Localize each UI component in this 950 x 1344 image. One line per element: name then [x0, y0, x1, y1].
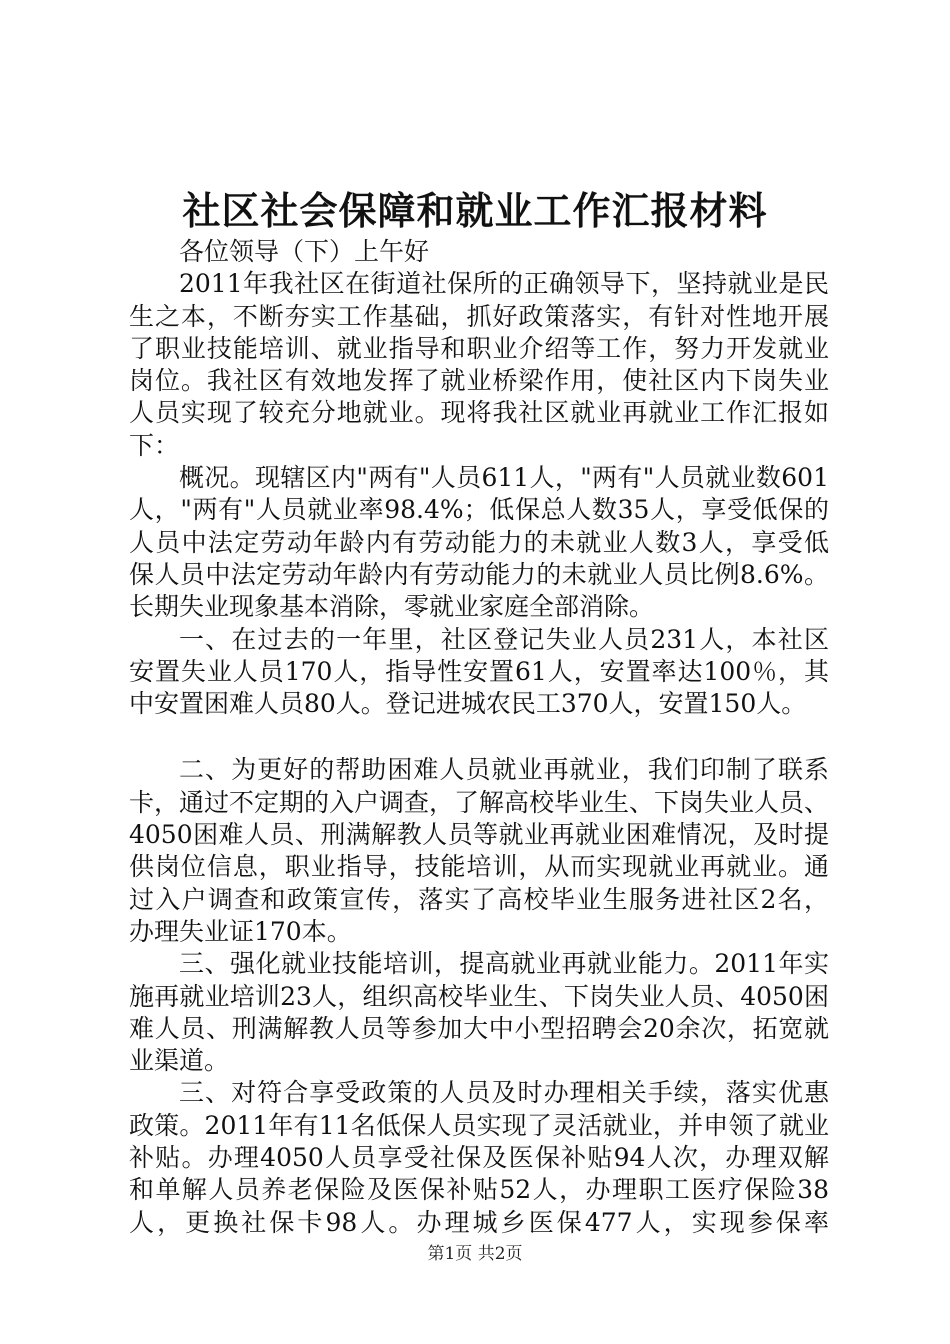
paragraph-line: 中安置困难人员80人。登记进城农民工370人，安置150人。 — [129, 689, 807, 719]
paragraph-line: 人，更换社保卡98人。办理城乡医保477人，实现参保率 — [129, 1207, 829, 1237]
paragraph-line: 过入户调查和政策宣传，落实了高校毕业生服务进社区2名， — [129, 884, 829, 914]
paragraph-line: 和单解人员养老保险及医保补贴52人，办理职工医疗保险38 — [129, 1175, 829, 1205]
paragraph-line: 了职业技能培训、就业指导和职业介绍等工作，努力开发就业 — [129, 333, 829, 363]
paragraph-line: 二、为更好的帮助困难人员就业再就业，我们印制了联系 — [179, 755, 829, 785]
paragraph-line: 人员中法定劳动年龄内有劳动能力的未就业人数3人，享受低 — [129, 527, 829, 557]
paragraph-line: 卡，通过不定期的入户调查，了解高校毕业生、下岗失业人员、 — [129, 787, 829, 817]
greeting-line: 各位领导（下）上午好 — [179, 237, 430, 266]
blank-line — [129, 720, 829, 754]
paragraph-line: 人，"两有"人员就业率98.4%；低保总人数35人，享受低保的 — [129, 495, 829, 525]
paragraph-line: 概况。现辖区内"两有"人员611人，"两有"人员就业数601 — [179, 463, 829, 493]
paragraph-line: 施再就业培训23人，组织高校毕业生、下岗失业人员、4050困 — [129, 981, 829, 1011]
paragraph-line: 政策。2011年有11名低保人员实现了灵活就业，并申领了就业 — [129, 1110, 829, 1140]
paragraph-line: 一、在过去的一年里，社区登记失业人员231人，本社区 — [179, 624, 829, 654]
paragraph-line: 业渠道。 — [129, 1046, 230, 1076]
paragraph-line: 三、对符合享受政策的人员及时办理相关手续，落实优惠 — [179, 1078, 829, 1108]
paragraph-line: 人员实现了较充分地就业。现将我社区就业再就业工作汇报如 — [129, 398, 829, 428]
paragraph-line: 下： — [129, 430, 180, 460]
document-body — [129, 236, 829, 1239]
paragraph-line: 生之本，不断夯实工作基础，抓好政策落实，有针对性地开展 — [129, 301, 829, 331]
document-title: 社区社会保障和就业工作汇报材料 — [182, 188, 768, 233]
paragraph-line: 4050困难人员、刑满解教人员等就业再就业困难情况，及时提 — [129, 820, 829, 850]
page-number-footer: 第1页 共2页 — [427, 1244, 523, 1264]
paragraph-line: 供岗位信息，职业指导，技能培训，从而实现就业再就业。通 — [129, 852, 829, 882]
paragraph-line: 安置失业人员170人，指导性安置61人，安置率达100％，其 — [129, 656, 829, 686]
paragraph-line: 保人员中法定劳动年龄内有劳动能力的未就业人员比例8.6%。 — [129, 559, 829, 589]
paragraph-line: 难人员、刑满解教人员等参加大中小型招聘会20余次，拓宽就 — [129, 1013, 829, 1043]
paragraph-line: 2011年我社区在街道社保所的正确领导下，坚持就业是民 — [179, 269, 829, 299]
paragraph-line: 三、强化就业技能培训，提高就业再就业能力。2011年实 — [179, 949, 829, 979]
paragraph-line: 岗位。我社区有效地发挥了就业桥梁作用，使社区内下岗失业 — [129, 366, 829, 396]
paragraph-line: 补贴。办理4050人员享受社保及医保补贴94人次，办理双解 — [129, 1143, 829, 1173]
paragraph-line: 办理失业证170本。 — [129, 916, 352, 946]
paragraph-line: 长期失业现象基本消除，零就业家庭全部消除。 — [129, 592, 655, 622]
